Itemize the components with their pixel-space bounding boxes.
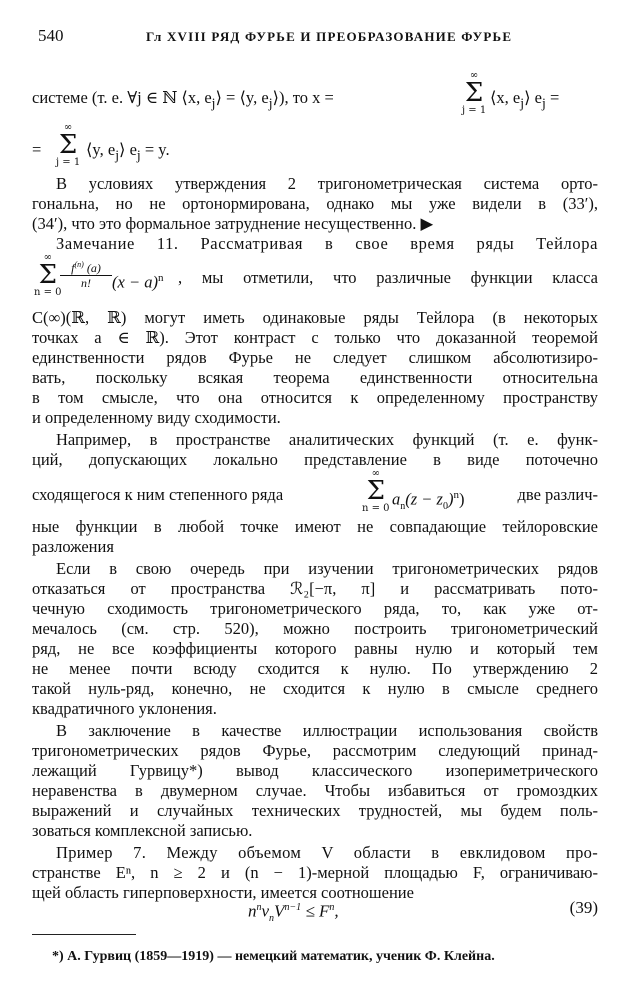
taylor-numerator [60, 258, 112, 276]
sum-sigma-2: Σ [58, 130, 78, 160]
taylor-denominator: n! [81, 276, 91, 290]
equation-39: $n^nv_nV^{n-1} \le F^n$, [248, 901, 339, 925]
sum-top-2: ∞ [63, 122, 73, 133]
power-series: $a_n(z - z_0)^n$) [392, 489, 465, 512]
text-line: чечную сходимость тригонометрического ряда, то, как уже от- [32, 599, 598, 618]
text-line: В условиях утверждения 2 тригонометрическая система орто- [56, 174, 598, 193]
equation-line-2 [86, 140, 236, 165]
footnote-rule [32, 934, 136, 935]
series-tail: (z − z [405, 489, 443, 509]
text-line: единственности рядов Фурье не следует слишком абсолютизиро- [32, 348, 598, 367]
eq1-part-d: ⟨x, e [490, 88, 521, 107]
text-line: Замечание 11. Рассматривая в свое время ряды Тейлора [56, 234, 598, 253]
equation-line-1-right [490, 88, 600, 113]
text-line: Если в свою очередь при изучении тригонометрических рядов [56, 559, 598, 578]
text-line: точках a ∈ ℝ). Этот контраст с только что доказанной теоремой [32, 328, 598, 347]
taylor-f: f [71, 261, 75, 275]
text-line: ряд, не все коэффициенты которого равны нулю и который тем [32, 639, 598, 658]
text-line: в том смысле, что она относится к определенному пространству [32, 388, 598, 407]
eq2-sub-1: j [115, 147, 120, 163]
text-line: квадратичного уклонения. [32, 699, 217, 718]
text-line: сходящегося к ним степенного ряда [32, 485, 284, 504]
sum-bottom-2: j = 1 [56, 157, 81, 168]
eq2-part-b: ⟩ e [119, 140, 137, 159]
sum-top-4: ∞ [371, 468, 380, 479]
text-line: ций, допускающих локально представление в виде поточечно [32, 450, 598, 469]
eq2-prefix: = [32, 140, 42, 159]
text-line: вать, поскольку всякая теорема единственности относительна [32, 368, 598, 387]
sum-sigma-3: Σ [38, 260, 57, 290]
text-line: неравенства в двумерном случае. Чтобы избавиться от громоздких [32, 781, 598, 800]
sum-sigma-1: Σ [464, 78, 484, 108]
text-line: тригонометрических рядов Фурье, рассмотрим следующий принад- [32, 741, 598, 760]
equation-number: (39) [569, 898, 598, 917]
text-line: (34′), что это формальное затруднение несущественно. ▶ [32, 214, 434, 233]
eq2-part-c: = y. [140, 140, 170, 159]
taylor-tail-text: (x − a) [112, 272, 158, 292]
eq1-sub-2: j [268, 95, 273, 111]
text-line: выражений и случайных технических трудностей, мы будем поль- [32, 801, 598, 820]
eq1-part-a: системе (т. е. ∀j ∈ ℕ ⟨x, e [32, 88, 212, 107]
text-line: две различ- [517, 485, 598, 504]
sum-sign-4 [362, 468, 390, 514]
text-line: C(∞)(ℝ, ℝ) могут иметь одинаковые ряды Тейлора (в некоторых [32, 308, 598, 327]
text-line: В заключение в качестве иллюстрации использования свойств [56, 721, 598, 740]
sum-top-3: ∞ [43, 252, 52, 263]
text-line: отказаться от пространства ℛ₂[−π, π] и рассматривать пото- [32, 579, 598, 598]
text-line: лежащий Гурвицу*) вывод классического изопериметрического [32, 761, 598, 780]
text-line: такой нуль-ряд, конечно, не сходится к нулю в смысле среднего [32, 679, 598, 698]
page-header [38, 26, 598, 48]
eq2-part-a: ⟨y, e [86, 140, 116, 159]
text-line: Пример 7. Между объемом V области в евклидовом про- [56, 843, 598, 862]
sum-sigma-4: Σ [366, 476, 385, 506]
text-line: и определенному виду сходимости. [32, 408, 281, 427]
sum-bottom-3: n = 0 [34, 287, 62, 298]
series-sub-0: 0 [442, 500, 448, 512]
taylor-power: n [157, 272, 164, 284]
running-head: Гл XVIII РЯД ФУРЬЕ И ПРЕОБРАЗОВАНИЕ ФУРЬЕ [146, 29, 513, 44]
eq1-part-e: ⟩ e [524, 88, 542, 107]
eq1-sub-1: j [211, 95, 216, 111]
eq1-sub-3: j [520, 95, 525, 111]
sum-bottom-1: j = 1 [462, 105, 487, 116]
sum-bottom-4: n = 0 [362, 503, 390, 514]
text-line: Например, в пространстве аналитических функций (т. е. функ- [56, 430, 598, 449]
text-line: гональна, но не ортонормирована, однако мы уже видели в (33′), [32, 194, 598, 213]
eq1-part-f: = [545, 88, 560, 107]
series-sub-n: n [400, 500, 406, 512]
taylor-arg: (a) [83, 261, 101, 275]
eq2-sub-2: j [136, 147, 141, 163]
series-a: a [392, 489, 401, 509]
sum-top-1: ∞ [469, 70, 479, 81]
page-number: 540 [38, 26, 64, 45]
footnote: *) А. Гурвиц (1859—1919) — немецкий математик, ученик Ф. Клейна. [52, 949, 495, 964]
eq1-sub-4: j [541, 95, 546, 111]
text-line: зоваться комплексной записью. [32, 821, 253, 840]
text-line: ные функции в любой точке имеют не совпадающие тейлоровские [32, 517, 598, 536]
taylor-sup: (n) [74, 260, 84, 269]
sum-sign-2 [56, 122, 80, 168]
sum-sign-3 [34, 252, 62, 298]
text-line: не менее почти всюду сходится к нулю. По утверждению 2 [32, 659, 598, 678]
eq1-part-c: ⟩), то x = [272, 88, 334, 107]
text-line: странстве Eⁿ, n ≥ 2 и (n − 1)-мерной площадью F, ограничиваю- [32, 863, 598, 882]
sum-sign-1 [462, 70, 486, 116]
text-line: , мы отметили, что различные функции класса [178, 268, 598, 287]
text-line: разложения [32, 537, 114, 556]
taylor-fraction [60, 258, 112, 290]
text-line: щей область гиперповерхности, имеется соотношение [32, 883, 414, 902]
eq39-n: n [248, 901, 257, 921]
series-power: n [453, 489, 459, 501]
eq1-part-b: ⟩ = ⟨y, e [215, 88, 269, 107]
text-line: мечалось (см. стр. 520), можно построить тригонометрический [32, 619, 598, 638]
